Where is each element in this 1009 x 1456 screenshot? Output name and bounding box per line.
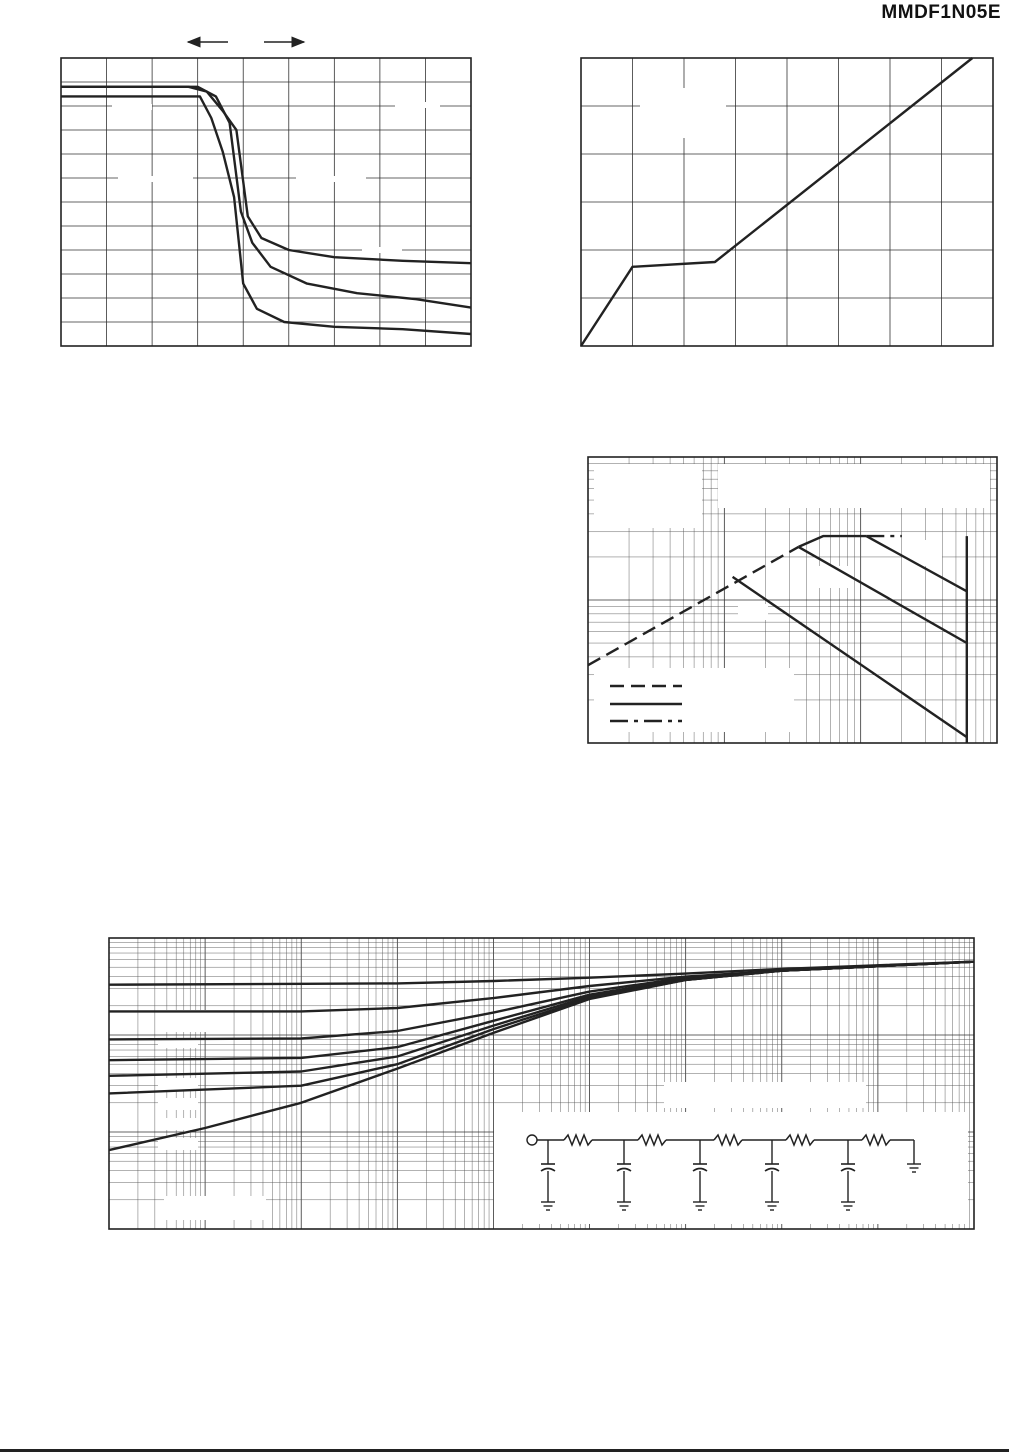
fig4-label-mask — [158, 1010, 210, 1032]
fig4-series-D-0.1 — [109, 962, 974, 1040]
fig3-label-mask — [902, 540, 942, 566]
fig3-chart — [588, 457, 997, 743]
fig3-series-limit-plateau — [799, 536, 867, 547]
fig4-series-D-0.5 — [109, 962, 974, 985]
fig1-series-curve-1 — [61, 87, 471, 263]
fig4-label-mask — [158, 1118, 198, 1130]
fig3-label-mask — [718, 464, 990, 508]
fig1-chart — [61, 58, 471, 346]
fig2-label-mask — [640, 88, 726, 138]
footer-rule — [0, 1449, 1009, 1452]
fig4-label-mask — [158, 1138, 198, 1150]
fig1-label-mask — [296, 176, 366, 182]
fig1-label-mask — [395, 102, 440, 108]
fig4-chart — [109, 938, 974, 1229]
fig3-legend-box — [594, 668, 794, 732]
fig1-label-mask — [112, 104, 152, 110]
fig1-label-mask — [362, 247, 402, 253]
fig4-series-D-0.2 — [109, 962, 974, 1012]
fig1-series-curve-2 — [61, 87, 471, 308]
fig3-label-mask — [814, 566, 854, 588]
fig3-label-mask — [594, 464, 702, 528]
fig4-label-mask — [158, 1098, 198, 1110]
fig1-label-mask — [118, 176, 193, 182]
part-number-header: MMDF1N05E — [881, 2, 1001, 23]
fig4-label-mask — [164, 1196, 266, 1220]
fig2-chart — [581, 58, 993, 346]
fig3-label-mask — [738, 604, 768, 620]
fig4-inset-box — [494, 1112, 968, 1224]
fig4-label-mask — [664, 1082, 866, 1108]
fig4-label-mask — [158, 1078, 198, 1090]
